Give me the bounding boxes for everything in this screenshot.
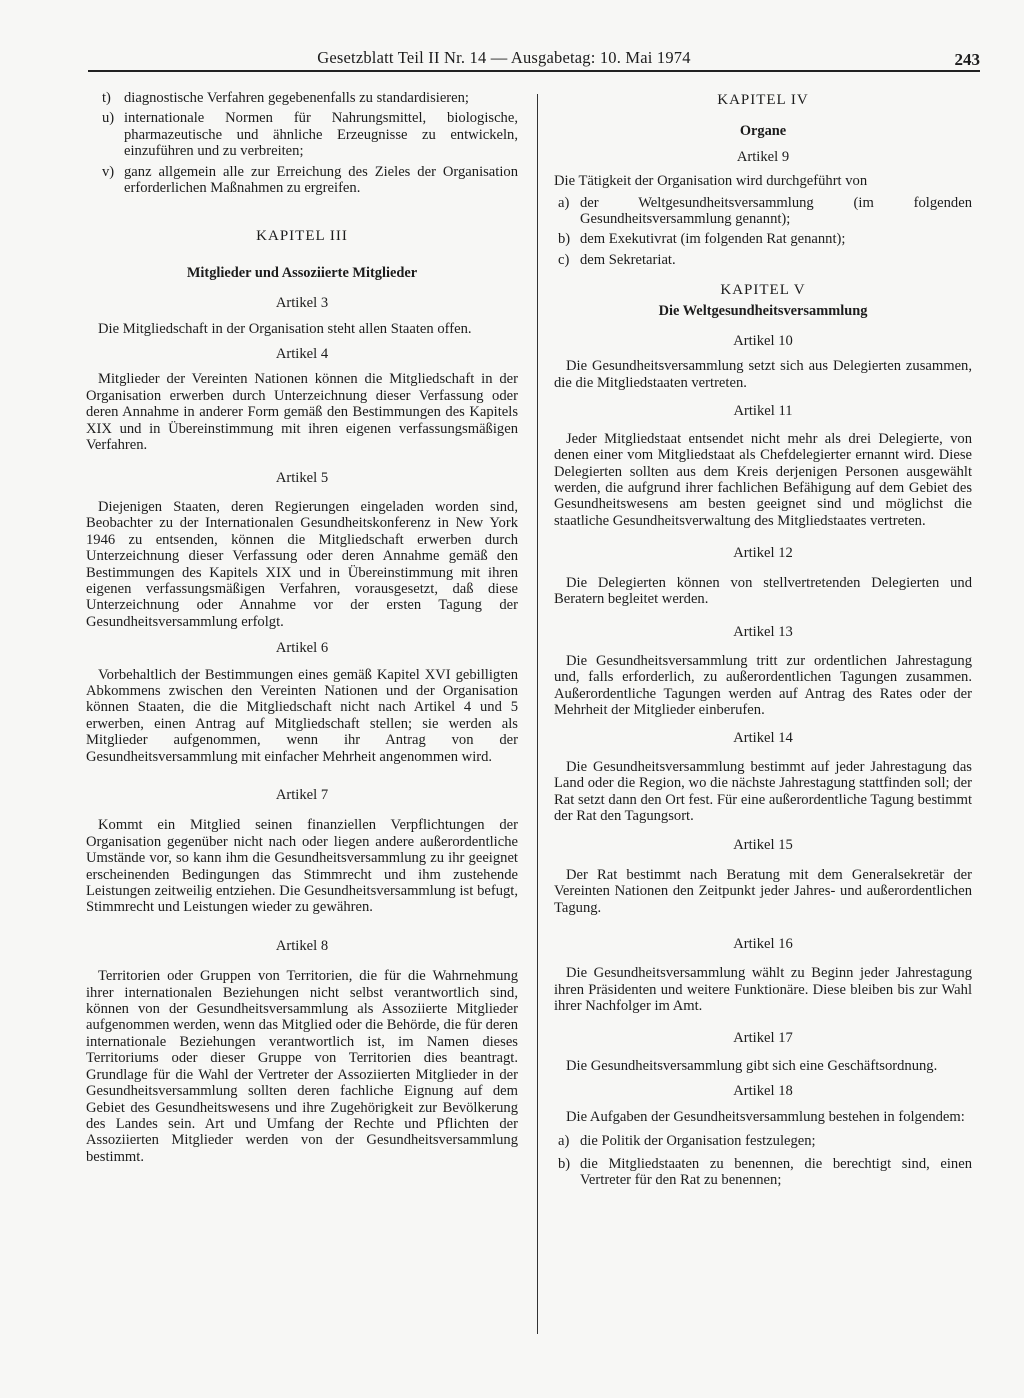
list-marker: v) (102, 163, 115, 180)
artikel-14-heading: Artikel 14 (733, 730, 793, 747)
artikel-4-text: Mitglieder der Vereinten Nationen können die Mitgliedschaft in der Organisation erwerben durch Unterzeichnung dieser Verfassung oder deren Annahme in anderer Form gemäß den Bestimmungen des Kapitels XIX und in Übereinstimmung mit ihren eigenen verfassungsmäßigen Verfahren. (86, 371, 518, 454)
left-column (86, 90, 518, 1165)
artikel-9-text: Die Tätigkeit der Organisation wird durchgeführt von (554, 173, 868, 190)
list-marker: a) (558, 194, 570, 211)
artikel-7-text: Kommt ein Mitglied seinen finanziellen Verpflichtungen der Organisation gegenüber nicht nach oder liegen andere außerordentliche Umstände vor, so kann ihm die Gesundheitsversammlung zu ihr geeignet erscheinenden Bedingungen das Stimmrecht und ihm zustehende Leistungen zeitweilig entziehen. Die Gesundheitsversammlung ist befugt, Stimmrecht und Leistungen wieder zu gewähren. (86, 817, 518, 916)
artikel-8-heading: Artikel 8 (275, 937, 329, 954)
list-marker: t) (102, 90, 111, 106)
right-column (554, 92, 972, 1193)
artikel-10-text: Die Gesundheitsversammlung setzt sich aus Delegierten zusammen, die die Mitgliedstaaten vertreten. (554, 358, 972, 391)
artikel-16-heading: Artikel 16 (733, 936, 793, 953)
list-item-a (554, 195, 972, 228)
artikel-13-text: Die Gesundheitsversammlung tritt zur ordentlichen Jahrestagung und, falls erforderlich, zu außerordentlichen Tagungen zusammen. Außerordentliche Tagungen werden auf Antrag des Rates oder der Mehrheit der Mitglieder einberufen. (554, 652, 972, 718)
artikel-7-heading: Artikel 7 (275, 787, 329, 803)
artikel-9-heading: Artikel 9 (736, 148, 790, 165)
list-text: ganz allgemein alle zur Erreichung des Zieles der Organisation erforderlichen Maßnahmen zu ergreifen. (124, 163, 518, 197)
list-text: die Politik der Organisation festzulegen; (580, 1133, 816, 1150)
column-divider (537, 94, 538, 1334)
list-text: internationale Normen für Nahrungsmittel, biologische, pharmazeutische und ähnliche Erzeugnisse zu entwickeln, einzuführen und zu verbreiten; (124, 110, 518, 160)
artikel-4-heading: Artikel 4 (275, 346, 329, 363)
list-text: dem Exekutivrat (im folgenden Rat genannt); (580, 231, 846, 248)
list-item-c (554, 252, 972, 268)
artikel-11-heading: Artikel 11 (733, 403, 793, 420)
kapitel-4-title: Organe (739, 123, 787, 140)
header-title: Gesetzblatt Teil II Nr. 14 — Ausgabetag: 10. Mai 1974 (317, 48, 691, 67)
kapitel-5-heading: KAPITEL V (720, 282, 806, 299)
artikel-3-heading: Artikel 3 (275, 295, 329, 312)
artikel-18-text: Die Aufgaben der Gesundheitsversammlung bestehen in folgendem: (566, 1108, 965, 1125)
list-marker: a) (558, 1133, 570, 1150)
artikel-6-heading: Artikel 6 (275, 640, 329, 657)
list-marker: b) (558, 1155, 571, 1172)
artikel-17-heading: Artikel 17 (733, 1029, 793, 1046)
kapitel-3-title: Mitglieder und Assoziierte Mitglieder (186, 264, 418, 281)
list-item-t (86, 90, 518, 106)
artikel-15-text: Der Rat bestimmt nach Beratung mit dem Generalsekretär der Vereinten Nationen den Zeitpunkt jeder Jahres- und außerordentlichen Tagung. (554, 866, 972, 916)
list-item-b (554, 1156, 972, 1189)
artikel-11-text: Jeder Mitgliedstaat entsendet nicht mehr als drei Delegierte, von denen einer vom Mitgliedstaat als Chefdelegierter ernannt wird. Diese Delegierten sollten aus dem Kreis derjenigen Personen ausgewählt werden, die aufgrund ihrer fachlichen Befähigung auf dem Gebiet des Gesundheitswesens am besten geeignet sind und möglichst die staatliche Gesundheitsverwaltung des Mitgliedstaates vertreten. (554, 430, 972, 529)
page-number: 243 (954, 50, 980, 69)
artikel-10-heading: Artikel 10 (733, 333, 793, 350)
list-item-u (86, 110, 518, 159)
list-marker: u) (102, 110, 115, 127)
list-item-b (554, 231, 972, 247)
list-item-v (86, 164, 518, 197)
artikel-18-heading: Artikel 18 (733, 1083, 793, 1100)
page-header (88, 44, 980, 72)
list-text: der Weltgesundheitsversammlung (im folgenden Gesundheitsversammlung genannt); (580, 194, 972, 228)
artikel-5-text: Diejenigen Staaten, deren Regierungen eingeladen worden sind, Beobachter zu der Internationalen Gesundheitskonferenz in New York 1946 zu entsenden, können die Mitgliedschaft erwerben durch Unterzeichnung dieser Verfassung oder deren Annahme gemäß den Bestimmungen des Kapitels XIX und in Übereinstimmung mit ihren eigenen verfassungsmäßigen Verfahren, vorausgesetzt, daß diese Unterzeichnung oder Annahme vor der ersten Tagung der Gesundheitsversammlung erfolgt. (86, 498, 518, 630)
artikel-6-text: Vorbehaltlich der Bestimmungen eines gemäß Kapitel XVI gebilligten Abkommens zwischen den Vereinten Nationen und der Organisation können Staaten, die die Mitgliedschaft nicht nach Artikel 4 und 5 erwerben, einen Antrag auf Mitgliedschaft stellen; sie werden als Mitglieder aufgenommen, wenn ihr Antrag von der Gesundheitsversammlung mit einfacher Mehrheit angenommen wird. (86, 666, 518, 765)
list-marker: b) (558, 231, 571, 248)
artikel-12-heading: Artikel 12 (733, 545, 793, 562)
artikel-5-heading: Artikel 5 (275, 469, 329, 486)
kapitel-5-title: Die Weltgesundheitsversammlung (658, 302, 868, 319)
artikel-14-text: Die Gesundheitsversammlung bestimmt auf jeder Jahrestagung das Land oder die Region, wo die nächste Jahrestagung stattfinden soll; der Rat setzt dann den Ort fest. Für eine außerordentliche Tagung bestimmt der Rat den Tagungsort. (554, 758, 972, 824)
artikel-16-text: Die Gesundheitsversammlung wählt zu Beginn jeder Jahrestagung ihren Präsidenten und weitere Funktionäre. Diese bleiben bis zur Wahl ihrer Nachfolger im Amt. (554, 965, 972, 1015)
artikel-17-text: Die Gesundheitsversammlung gibt sich eine Geschäftsordnung. (566, 1058, 938, 1075)
artikel-3-text: Die Mitgliedschaft in der Organisation steht allen Staaten offen. (98, 320, 472, 337)
list-text: diagnostische Verfahren gegebenenfalls zu standardisieren; (124, 90, 469, 106)
list-item-a (554, 1133, 972, 1149)
artikel-12-text: Die Delegierten können von stellvertretenden Delegierten und Beratern begleitet werden. (554, 574, 972, 607)
artikel-13-heading: Artikel 13 (733, 624, 793, 641)
list-marker: c) (558, 251, 570, 268)
list-text: die Mitgliedstaaten zu benennen, die berechtigt sind, einen Vertreter für den Rat zu benennen; (580, 1155, 972, 1189)
artikel-8-text: Territorien oder Gruppen von Territorien, die für die Wahrnehmung ihrer internationalen Beziehungen nicht selbst verantwortlich sind, können von der Gesundheitsversammlung als Assoziierte Mitglieder aufgenommen werden, wenn das Mitglied oder die Behörde, die für deren internationale Beziehungen verantwortlich ist, im Namen dieses Territoriums oder dieser Gruppe von Territorien dies beantragt. Grundlage für die Wahl der Vertreter der Assoziierten Mitglieder in der Gesundheitsversammlung sollten deren fachliche Eignung auf dem Gebiet des Gesundheitswesens und ihre Zugehörigkeit zur Bevölkerung des Landes sein. Art und Umfang der Rechte und Pflichten der Assoziierten Mitglieder werden von der Gesundheitsversammlung bestimmt. (86, 968, 518, 1165)
artikel-15-heading: Artikel 15 (733, 837, 793, 854)
kapitel-4-heading: KAPITEL IV (717, 92, 809, 108)
list-text: dem Sekretariat. (580, 251, 676, 268)
kapitel-3-heading: KAPITEL III (256, 228, 348, 245)
